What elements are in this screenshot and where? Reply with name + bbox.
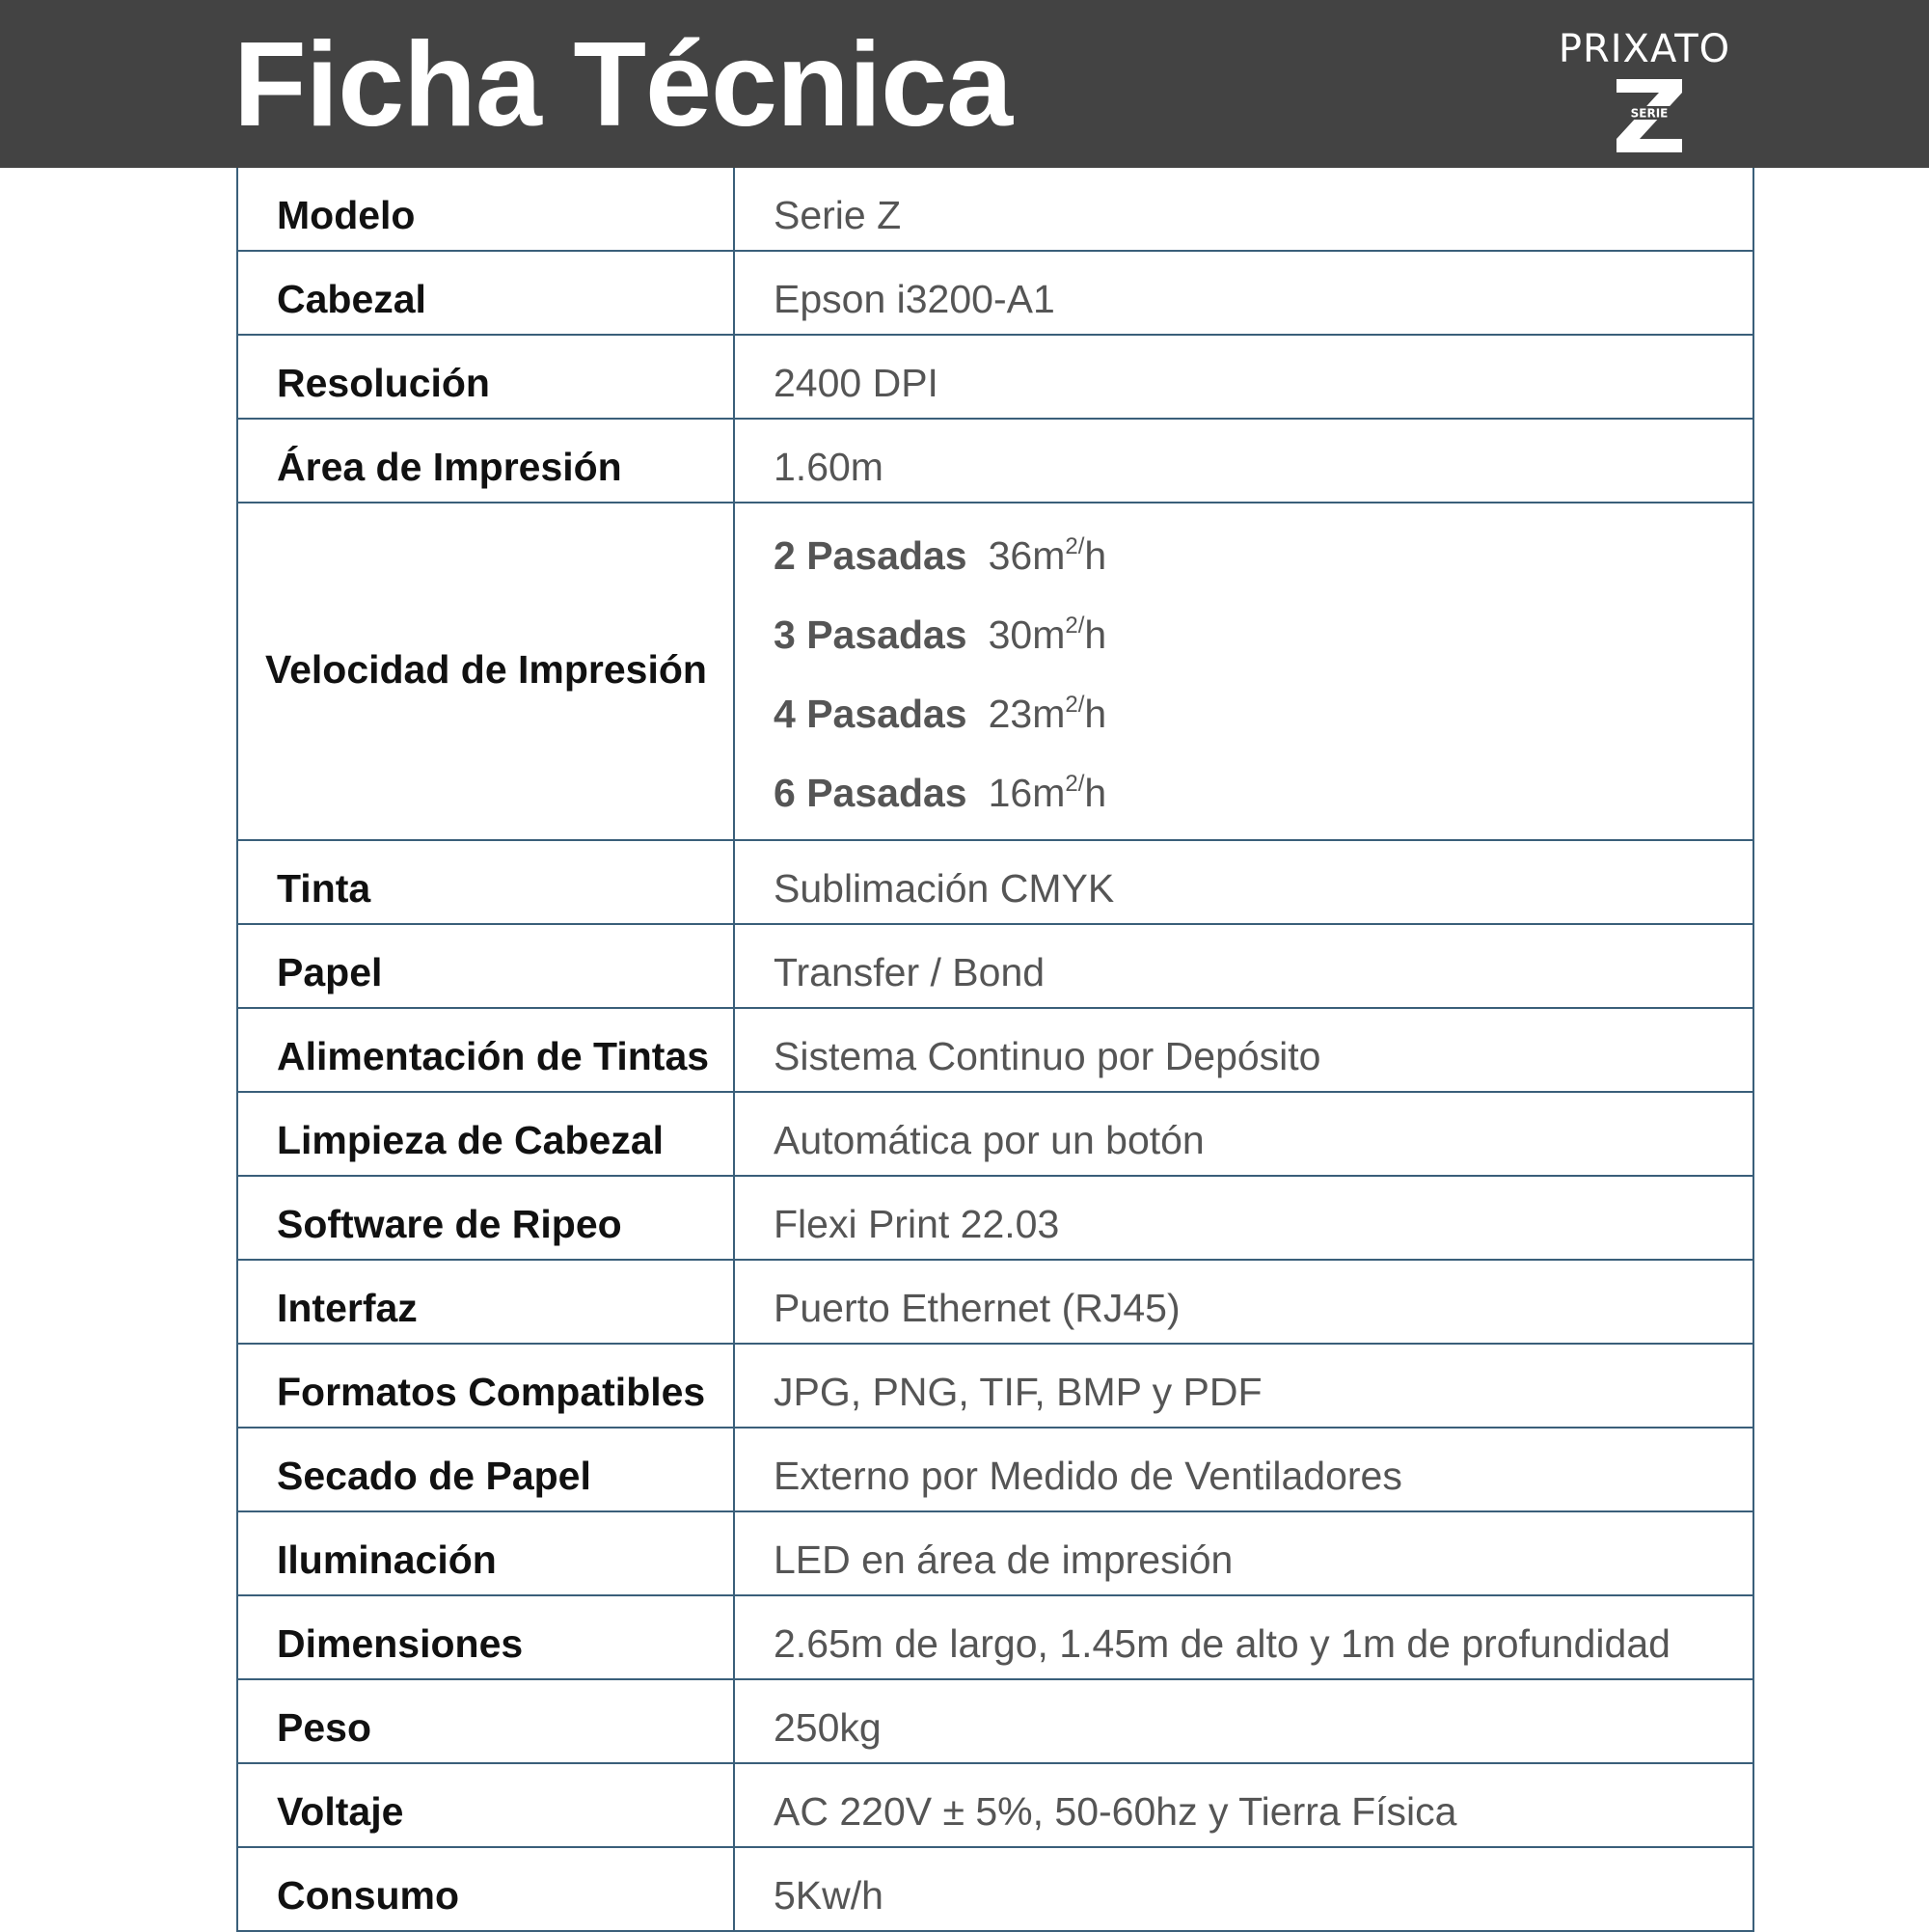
spec-value: Flexi Print 22.03: [774, 1202, 1060, 1246]
spec-label: Secado de Papel: [238, 1429, 735, 1510]
spec-value: Automática por un botón: [774, 1118, 1205, 1162]
table-row: [238, 1093, 1752, 1177]
spec-value: Transfer / Bond: [774, 950, 1046, 994]
spec-value: Externo por Medido de Ventiladores: [774, 1454, 1402, 1498]
table-row: [238, 336, 1752, 420]
spec-value: 5Kw/h: [774, 1873, 883, 1918]
speed-rate: 16m: [988, 771, 1066, 815]
spec-value: Puerto Ethernet (RJ45): [774, 1286, 1181, 1330]
speed-list: [735, 503, 1752, 839]
spec-label: Resolución: [238, 336, 735, 418]
speed-unit-tail: h: [1084, 771, 1107, 815]
speed-unit-sup: 2/: [1065, 612, 1085, 639]
spec-value: JPG, PNG, TIF, BMP y PDF: [774, 1370, 1263, 1414]
speed-unit-tail: h: [1084, 612, 1107, 657]
speed-unit-tail: h: [1084, 692, 1107, 736]
spec-label: Formatos Compatibles: [238, 1345, 735, 1427]
spec-label: Velocidad de Impresión: [238, 503, 735, 839]
spec-value: Sublimación CMYK: [774, 866, 1115, 911]
spec-label: Interfaz: [238, 1261, 735, 1343]
speed-unit-sup: 2/: [1065, 771, 1085, 797]
table-row: [238, 1345, 1752, 1429]
speed-item: [774, 753, 1752, 832]
spec-label: Alimentación de Tintas: [238, 1009, 735, 1091]
spec-value: 2.65m de largo, 1.45m de alto y 1m de profundidad: [774, 1621, 1671, 1666]
table-row: [238, 1596, 1752, 1680]
header-bar: [0, 0, 1929, 168]
prixato-logo: [1543, 23, 1746, 158]
speed-passes: 3 Pasadas: [774, 612, 967, 657]
speed-rate: 23m: [988, 692, 1066, 736]
spec-label: Voltaje: [238, 1764, 735, 1846]
spec-value: 250kg: [774, 1705, 882, 1750]
speed-unit-sup: 2/: [1065, 692, 1085, 718]
spec-label: Iluminación: [238, 1512, 735, 1594]
spec-label: Tinta: [238, 841, 735, 923]
spec-label: Papel: [238, 925, 735, 1007]
table-row: [238, 1177, 1752, 1261]
spec-value: Serie Z: [774, 193, 902, 237]
table-row: [238, 1764, 1752, 1848]
speed-item: [774, 516, 1752, 595]
speed-passes: 6 Pasadas: [774, 771, 967, 815]
table-row: [238, 925, 1752, 1009]
speed-unit-sup: 2/: [1065, 533, 1085, 559]
table-row: [238, 1429, 1752, 1512]
speed-passes: 4 Pasadas: [774, 692, 967, 736]
speed-rate: 36m: [988, 533, 1066, 578]
table-row: [238, 168, 1752, 252]
spec-label: Dimensiones: [238, 1596, 735, 1678]
spec-label: Modelo: [238, 168, 735, 250]
speed-unit-tail: h: [1084, 533, 1107, 578]
table-row: [238, 1261, 1752, 1345]
table-row: [238, 252, 1752, 336]
table-row: [238, 841, 1752, 925]
speed-passes: 2 Pasadas: [774, 533, 967, 578]
page-title: Ficha Técnica: [233, 18, 1013, 151]
spec-label: Peso: [238, 1680, 735, 1762]
brand-wordmark: PRIXATO: [1558, 27, 1731, 71]
spec-label: Área de Impresión: [238, 420, 735, 502]
table-row-speed: [238, 503, 1752, 841]
table-row: [238, 420, 1752, 503]
spec-label: Cabezal: [238, 252, 735, 334]
serie-z-logo-icon: [1611, 75, 1688, 154]
speed-item: [774, 595, 1752, 674]
spec-label: Limpieza de Cabezal: [238, 1093, 735, 1175]
spec-value: AC 220V ± 5%, 50-60hz y Tierra Física: [774, 1789, 1457, 1834]
table-row: [238, 1009, 1752, 1093]
spec-label: Consumo: [238, 1848, 735, 1930]
table-row: [238, 1680, 1752, 1764]
spec-value: Epson i3200-A1: [774, 277, 1055, 321]
table-row: [238, 1848, 1752, 1932]
table-row: [238, 1512, 1752, 1596]
speed-rate: 30m: [988, 612, 1066, 657]
speed-item: [774, 674, 1752, 753]
spec-value: 2400 DPI: [774, 361, 938, 405]
spec-label: Software de Ripeo: [238, 1177, 735, 1259]
spec-table: [236, 168, 1754, 1932]
spec-value: 1.60m: [774, 445, 883, 489]
spec-value: LED en área de impresión: [774, 1537, 1234, 1582]
spec-value: Sistema Continuo por Depósito: [774, 1034, 1321, 1078]
serie-badge-text: SERIE: [1630, 106, 1669, 121]
